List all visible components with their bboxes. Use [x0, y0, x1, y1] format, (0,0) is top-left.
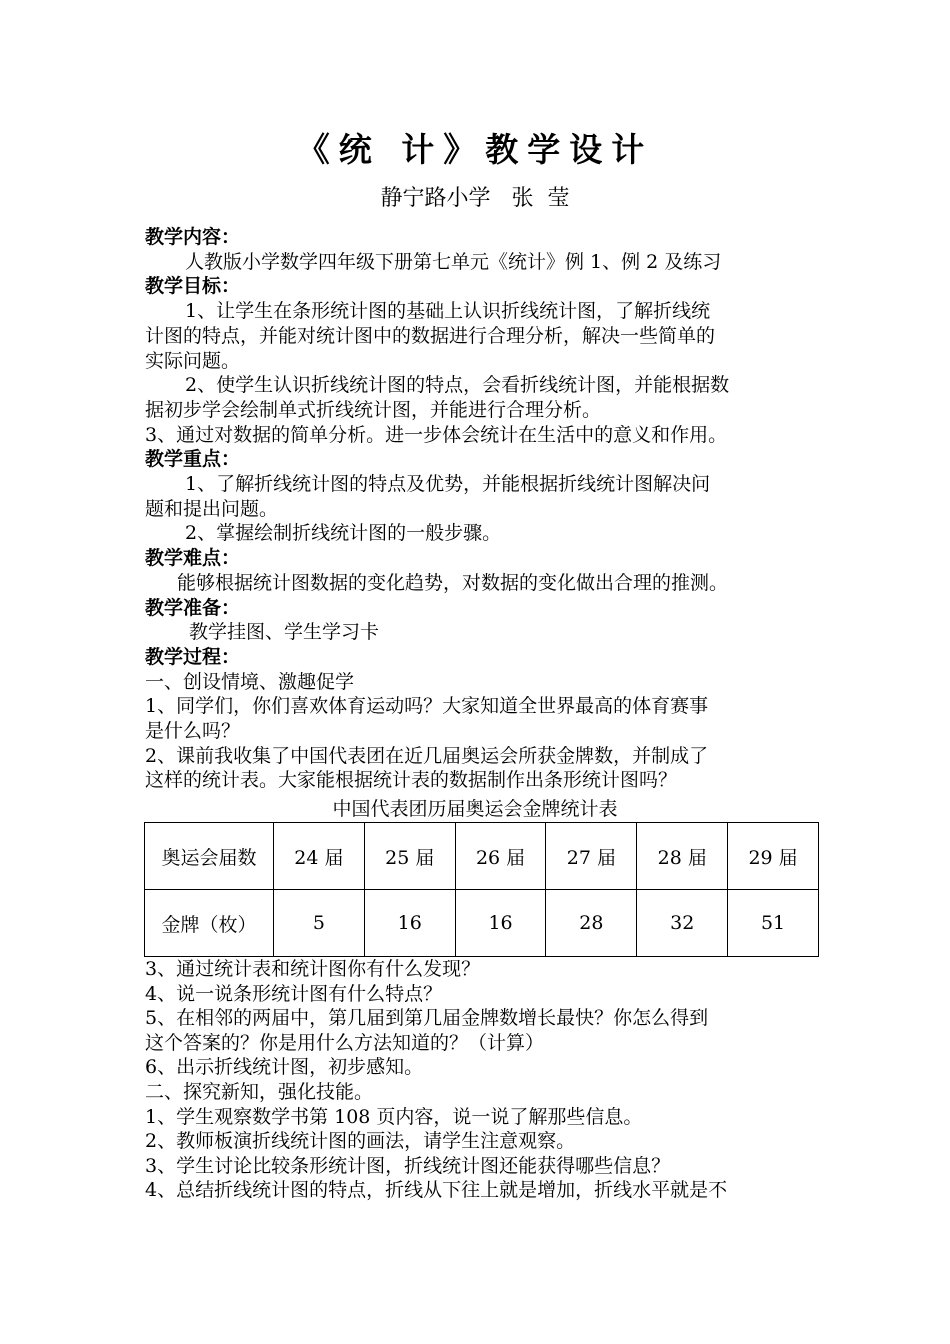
table-row [145, 823, 819, 890]
table-cell-medals: 32 [637, 890, 728, 957]
table-cell-edition: 26 届 [455, 823, 546, 890]
paragraph-line: 6、出示折线统计图，初步感知。 [145, 1056, 424, 1079]
section-heading: 教学内容： [145, 226, 241, 248]
paragraph-line: 4、说一说条形统计图有什么特点？ [145, 982, 443, 1005]
paragraph-line: 二、探究新知，强化技能。 [145, 1081, 374, 1103]
paragraph-line: 是什么吗？ [145, 720, 241, 742]
paragraph-line: 计图的特点，并能对统计图中的数据进行合理分析，解决一些简单的 [145, 324, 716, 347]
paragraph-line: 3、学生讨论比较条形统计图，折线统计图还能获得哪些信息？ [145, 1154, 671, 1177]
paragraph-line: 2、课前我收集了中国代表团在近几届奥运会所获金牌数，并制成了 [145, 744, 709, 767]
paragraph-line: 1、了解折线统计图的特点及优势，并能根据折线统计图解决问 [185, 473, 711, 495]
table-cell-edition: 27 届 [546, 823, 637, 890]
paragraph-line: 这样的统计表。大家能根据统计表的数据制作出条形统计图吗？ [145, 769, 678, 792]
table-cell-edition: 24 届 [274, 823, 365, 890]
paragraph-line: 一、创设情境、激趣促学 [145, 670, 355, 693]
section-heading: 教学重点： [145, 448, 241, 471]
paragraph-line: 题和提出问题。 [145, 497, 279, 520]
paragraph-line: 3、通过统计表和统计图你有什么发现？ [145, 958, 481, 980]
section-heading: 教学难点： [145, 547, 241, 570]
document-author: 静宁路小学 张 莹 [380, 186, 570, 211]
table-cell-medals: 5 [274, 890, 365, 957]
paragraph-line: 1、同学们，你们喜欢体育运动吗？大家知道全世界最高的体育赛事 [145, 695, 709, 718]
paragraph-line: 5、在相邻的两届中，第几届到第几届金牌数增长最快？你怎么得到 [145, 1007, 709, 1030]
paragraph-line: 2、教师板演折线统计图的画法，请学生注意观察。 [145, 1130, 576, 1153]
paragraph-line: 教学挂图、学生学习卡 [189, 621, 380, 644]
table-row-header: 金牌（枚） [145, 890, 274, 957]
section-heading: 教学过程： [145, 645, 241, 668]
paragraph-line: 2、掌握绘制折线统计图的一般步骤。 [185, 522, 502, 545]
paragraph-line: 1、学生观察数学书第 108 页内容，说一说了解那些信息。 [145, 1105, 643, 1128]
table-cell-edition: 25 届 [364, 823, 455, 890]
table-cell-edition: 29 届 [728, 823, 819, 890]
table-cell-medals: 16 [455, 890, 546, 957]
paragraph-line: 3、通过对数据的简单分析。进一步体会统计在生活中的意义和作用。 [145, 423, 728, 446]
section-heading: 教学目标： [145, 275, 241, 298]
paragraph-line: 据初步学会绘制单式折线统计图，并能进行合理分析。 [145, 398, 602, 421]
paragraph-line: 实际问题。 [145, 349, 241, 372]
paragraph-line: 2、使学生认识折线统计图的特点，会看折线统计图，并能根据数 [185, 374, 730, 397]
table-row-header: 奥运会届数 [145, 823, 274, 890]
paragraph-line: 人教版小学数学四年级下册第七单元《统计》例 1、例 2 及练习 [185, 250, 722, 273]
document-title: 《统 计》教学设计 [296, 130, 654, 169]
table-cell-medals: 16 [364, 890, 455, 957]
table-cell-medals: 51 [728, 890, 819, 957]
table-row [145, 890, 819, 957]
paragraph-line: 能够根据统计图数据的变化趋势，对数据的变化做出合理的推测。 [177, 571, 729, 594]
table-cell-edition: 28 届 [637, 823, 728, 890]
section-heading: 教学准备： [145, 596, 241, 619]
paragraph-line: 1、让学生在条形统计图的基础上认识折线统计图，了解折线统 [185, 300, 711, 323]
table-cell-medals: 28 [546, 890, 637, 957]
paragraph-line: 这个答案的？你是用什么方法知道的？（计算） [145, 1031, 545, 1054]
paragraph-line: 4、总结折线统计图的特点，折线从下往上就是增加，折线水平就是不 [145, 1179, 728, 1202]
table-caption: 中国代表团历届奥运会金牌统计表 [332, 798, 618, 820]
gold-medal-table [144, 822, 819, 957]
